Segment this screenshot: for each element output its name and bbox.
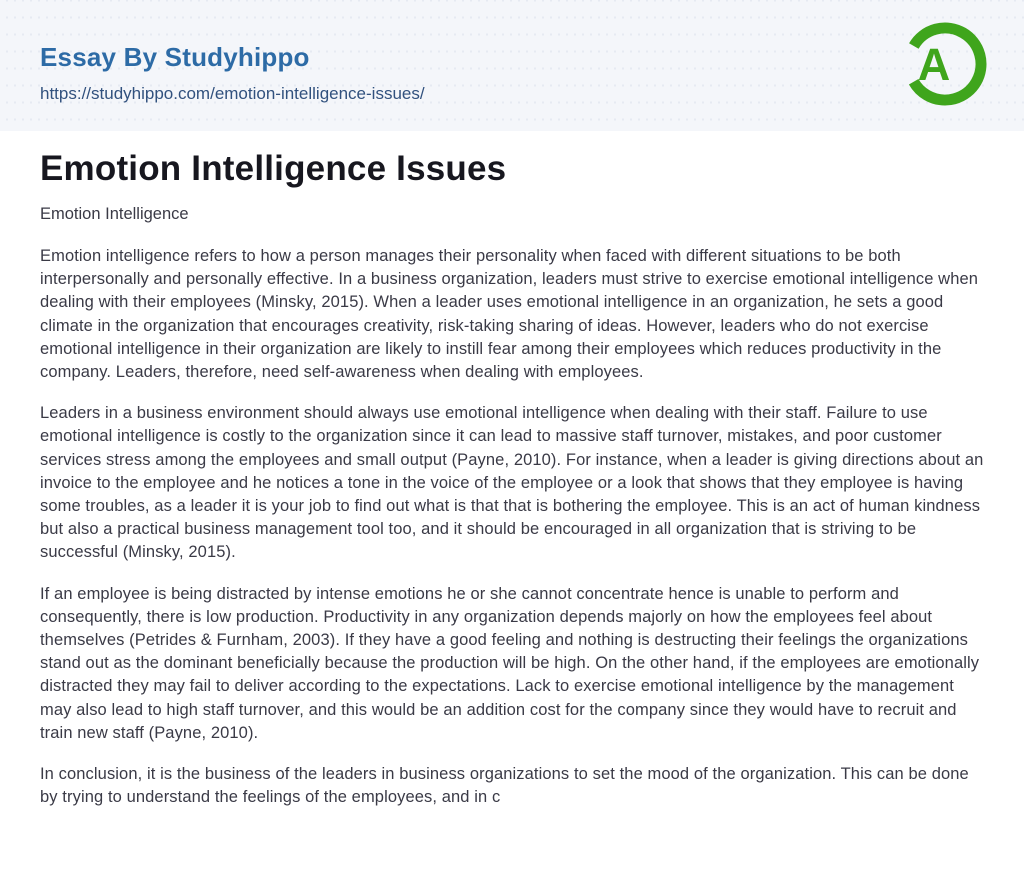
paragraph-1: Emotion intelligence refers to how a person manages their personality when faced with different situations to be both interpersonally and personally effective. In a business organization, leaders must strive to exercise emotional intelligence when dealing with their employees (Minsky, 2015). When a leader uses emotional intelligence in an organization, he sets a good climate in the organization that encourages creativity, risk-taking sharing of ideas. However, leaders who do not exercise emotional intelligence in their organization are likely to instill fear among their employees which reduces productivity in the company. Leaders, therefore, need self-awareness when dealing with employees. <box>40 247 979 382</box>
header-title: Essay By Studyhippo <box>40 42 310 72</box>
page-header <box>0 0 1024 131</box>
article-title: Emotion Intelligence Issues <box>40 149 507 188</box>
paragraph-3: If an employee is being distracted by intense emotions he or she cannot concentrate hence is unable to perform and consequently, there is low production. Productivity in any organization depends majorly on how the employees feel about themselves (Petrides & Furnham, 2003). If they have a good feeling and nothing is destructing their feelings the organizations stand out as the dominant beneficially because the production will be high. On the other hand, if the employees are emotionally distracted they may fail to deliver according to the expectations. Lack to exercise emotional intelligence by the management may also lead to high staff turnover, and this would be an addition cost for the company since they would have to recruit and train new staff (Payne, 2010). <box>40 584 980 742</box>
paragraph-2: Leaders in a business environment should always use emotional intelligence when dealing with their staff. Failure to use emotional intelligence is costly to the organization since it can lead to massive staff turnover, mistakes, and poor customer services stress among the employees and small output (Payne, 2010). For instance, when a leader is giving directions about an invoice to the employee and he notices a tone in the voice of the employee or a look that shows that they employee is having some troubles, as a leader it is your job to find out what is that that is bothering the employee. This is an act of human kindness but also a practical business management tool too, and it should be encouraged in all organization that is striving to be successful (Minsky, 2015). <box>40 404 984 562</box>
studyhippo-logo-icon <box>903 22 987 106</box>
logo-letter: A <box>917 39 951 90</box>
source-url-link[interactable]: https://studyhippo.com/emotion-intelligence-issues/ <box>40 84 425 103</box>
article-container <box>0 131 1024 809</box>
header-text-block <box>40 42 425 104</box>
paragraph-4: In conclusion, it is the business of the leaders in business organizations to set the mood of the organization. This can be done by trying to understand the feelings of the employees, and in c <box>40 765 969 807</box>
article-body <box>40 245 986 809</box>
article-subtitle: Emotion Intelligence <box>40 205 189 223</box>
